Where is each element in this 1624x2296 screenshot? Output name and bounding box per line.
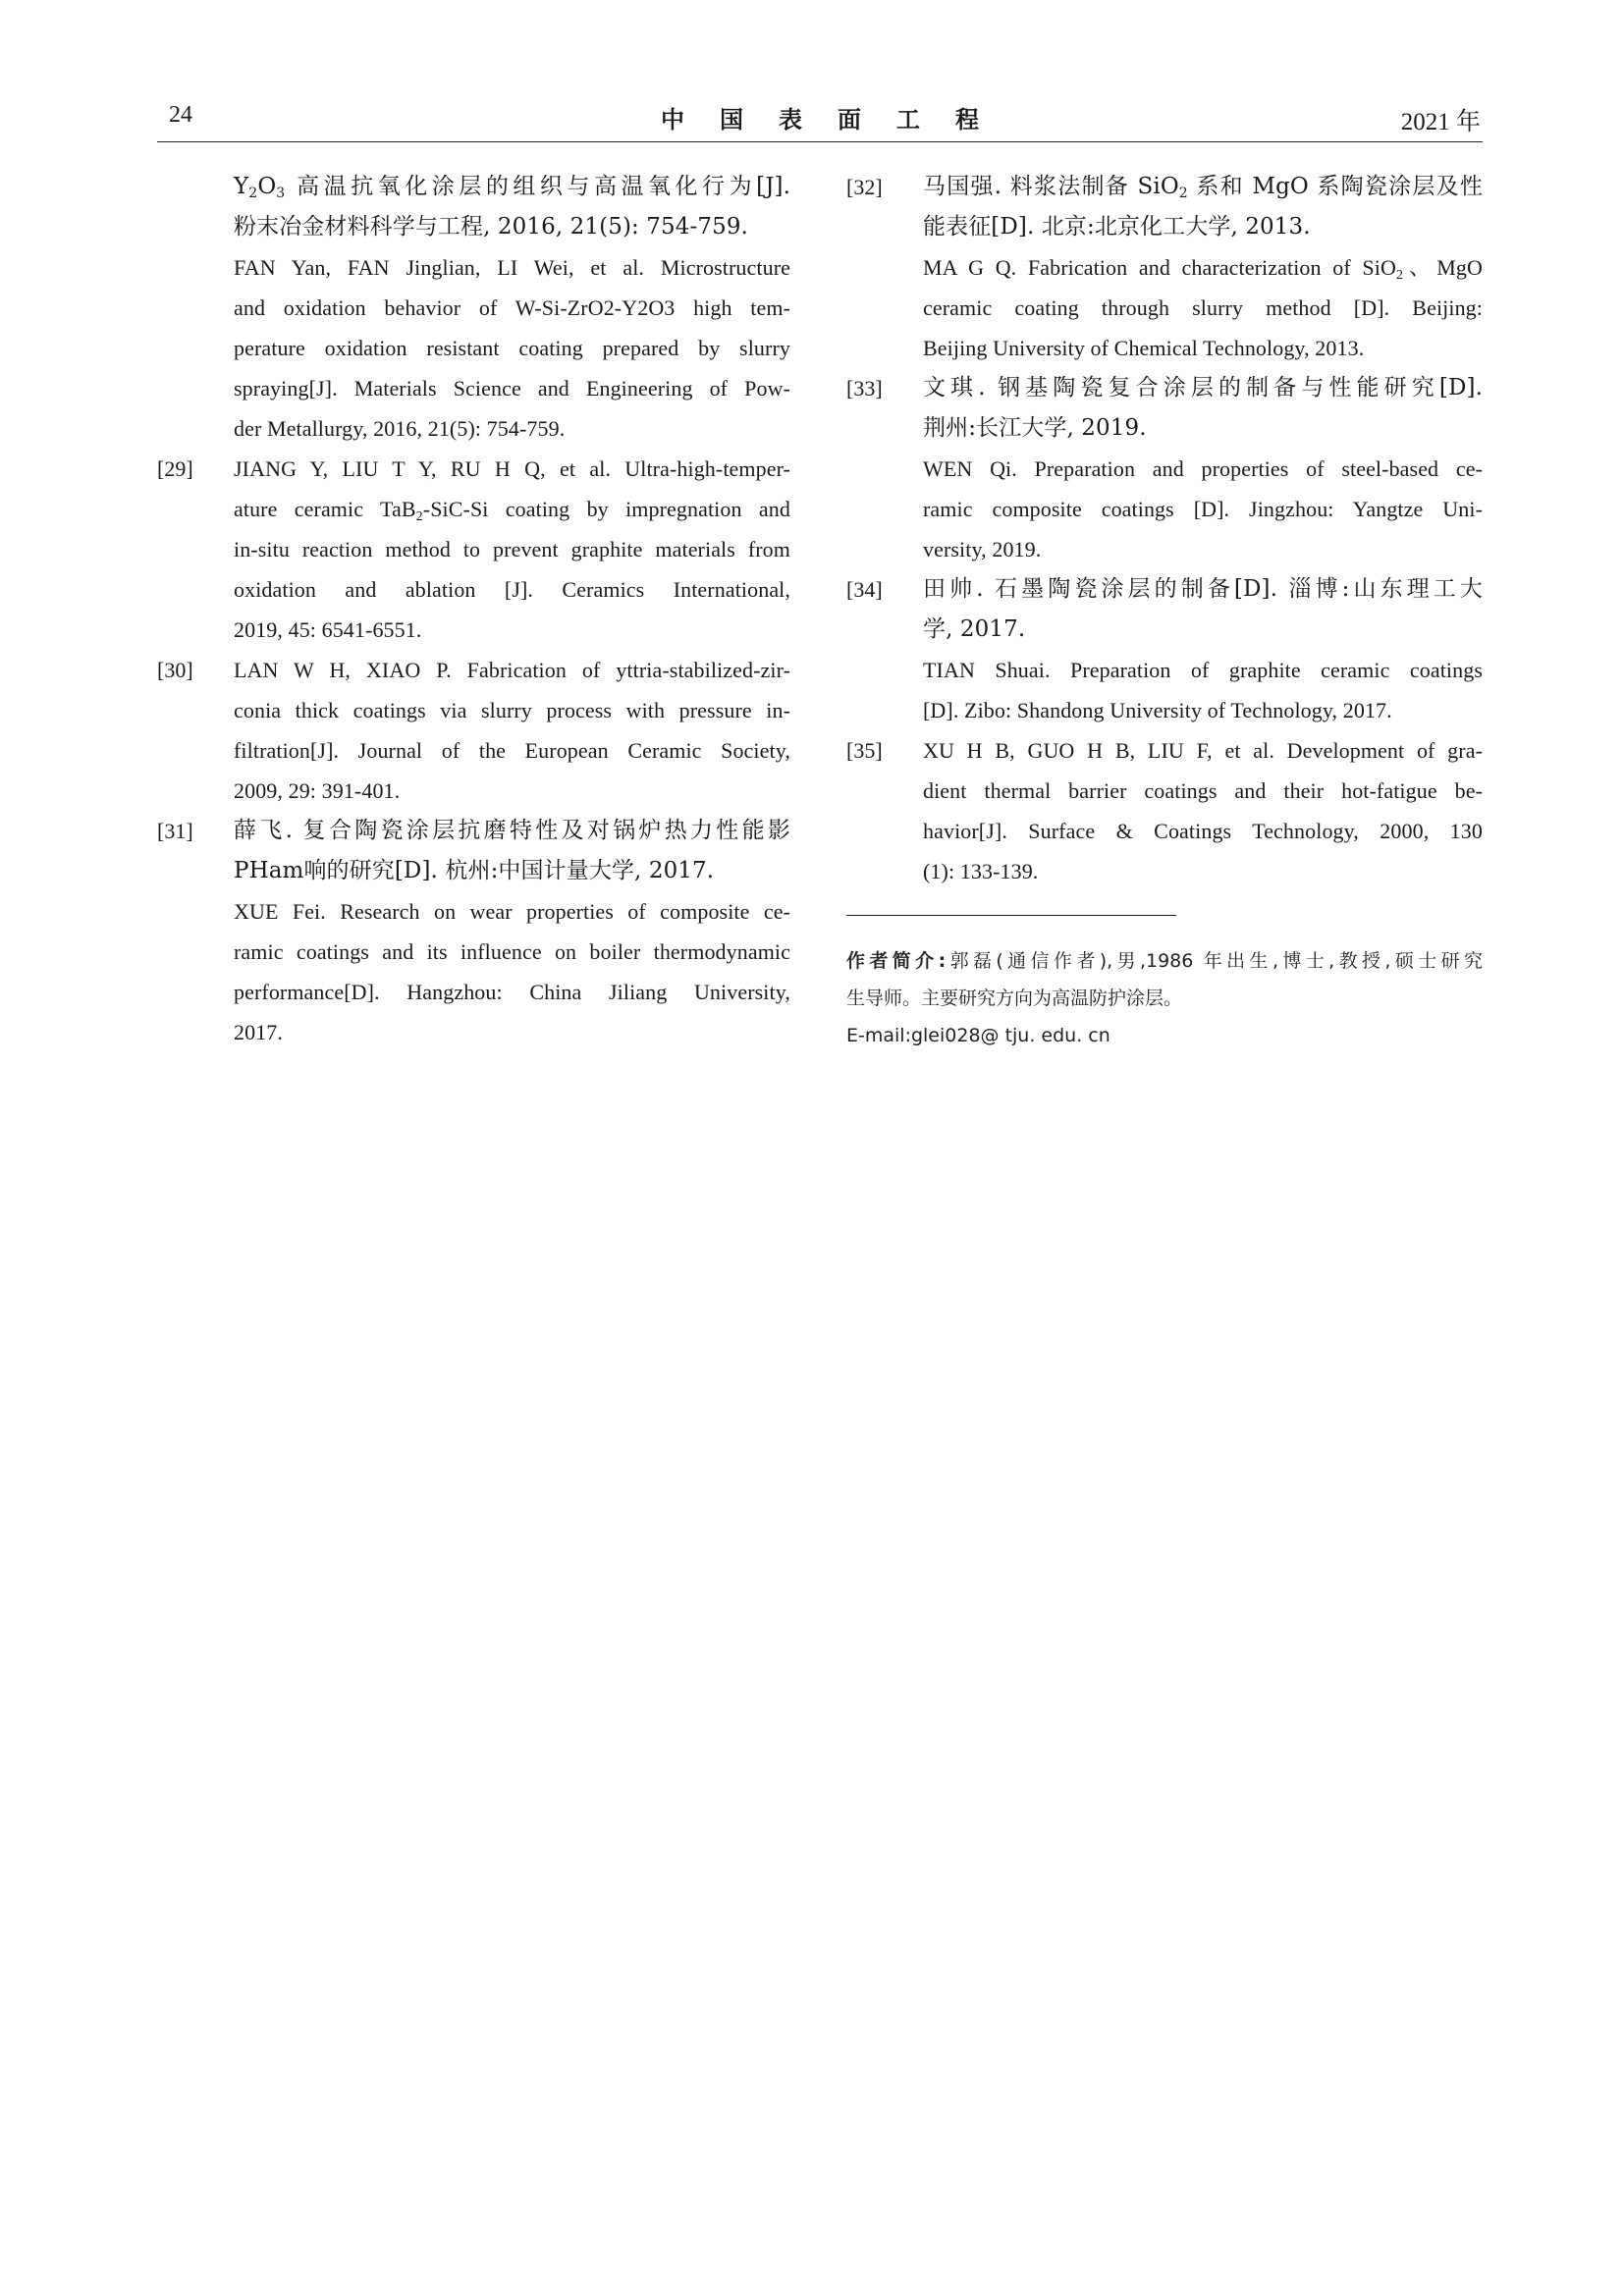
ref-line: der Metallurgy, 2016, 21(5): 754-759. (234, 416, 566, 441)
ref-line: MA G Q. Fabrication and characterization of SiO$_2$、MgO (923, 255, 1483, 283)
ref-line: 粉末冶金材料科学与工程, 2016, 21(5): 754-759. (234, 214, 748, 240)
footnote-divider (846, 915, 1176, 916)
ref-line: conia thick coatings via slurry process with pressure in- (234, 698, 790, 722)
ref-line: 马国强. 料浆法制备 SiO$_2$ 系和 MgO 系陶瓷涂层及性 (923, 174, 1483, 201)
issue-year: 2021 年 (1400, 109, 1481, 135)
ref-line: havior[J]. Surface & Coatings Technology, 2000, 130 (923, 819, 1483, 843)
ref-line: 文琪. 钢基陶瓷复合涂层的制备与性能研究[D]. (923, 375, 1483, 400)
reference-number: [32] (846, 175, 883, 199)
reference-number: [29] (157, 456, 193, 481)
ref-line: spraying[J]. Materials Science and Engineering of Pow- (234, 376, 790, 400)
reference-34 (846, 569, 1483, 730)
ref-line: 薛飞. 复合陶瓷涂层抗磨特性及对锅炉热力性能影 (234, 818, 790, 843)
journal-title: 中国表面工程 (661, 106, 1014, 133)
ref-line: ramic composite coatings [D]. Jingzhou: Yangtze Uni- (923, 497, 1483, 521)
author-email: E-mail:glei028@ tju. edu. cn (846, 1025, 1110, 1046)
ref-line: versity, 2019. (923, 537, 1042, 561)
ref-line: TIAN Shuai. Preparation of graphite ceramic coatings (923, 658, 1483, 682)
ref-line: 田帅. 石墨陶瓷涂层的制备[D]. 淄博:山东理工大 (923, 576, 1483, 602)
reference-28-continued (157, 167, 790, 449)
ref-line: JIANG Y, LIU T Y, RU H Q, et al. Ultra-high-temper- (234, 456, 790, 481)
ref-line: performance[D]. Hangzhou: China Jiliang University, (234, 980, 790, 1004)
reference-number: [31] (157, 819, 193, 843)
ref-line: oxidation and ablation [J]. Ceramics International, (234, 577, 790, 602)
ref-line: 2009, 29: 391-401. (234, 778, 401, 803)
ref-line: filtration[J]. Journal of the European Ceramic Society, (234, 738, 790, 763)
ref-line: (1): 133-139. (923, 859, 1039, 883)
ref-line: ceramic coating through slurry method [D]. Beijing: (923, 295, 1483, 320)
reference-31 (157, 811, 790, 1052)
ref-line: 能表征[D]. 北京:北京化工大学, 2013. (923, 214, 1311, 240)
bio-line: 作者简介:郭磊(通信作者),男,1986 年出生,博士,教授,硕士研究 (846, 950, 1483, 972)
reference-number: [30] (157, 658, 193, 682)
ref-line: 2019, 45: 6541-6551. (234, 617, 422, 642)
ref-line: XUE Fei. Research on wear properties of composite ce- (234, 899, 790, 924)
ref-line: in-situ reaction method to prevent graphite materials from (234, 537, 790, 561)
reference-number: [35] (846, 738, 883, 763)
ref-line: perature oxidation resistant coating prepared by slurry (234, 336, 790, 360)
reference-30 (157, 650, 790, 811)
page-number: 24 (169, 102, 192, 128)
reference-33 (846, 368, 1483, 569)
running-header (157, 98, 1483, 142)
ref-line: 荆州:长江大学, 2019. (923, 415, 1147, 441)
ref-line: PHam响的研究[D]. 杭州:中国计量大学, 2017. (234, 858, 715, 883)
ref-line: 学, 2017. (923, 616, 1026, 642)
ref-line: and oxidation behavior of W-Si-ZrO2-Y2O3 high tem- (234, 295, 790, 320)
ref-line: [D]. Zibo: Shandong University of Technology, 2017. (923, 698, 1392, 722)
ref-line: XU H B, GUO H B, LIU F, et al. Development of gra- (923, 738, 1483, 763)
bio-label: 作者简介: (846, 950, 947, 972)
right-column (846, 167, 1483, 891)
left-column (157, 167, 790, 1052)
ref-line: 2017. (234, 1020, 283, 1044)
reference-number: [33] (846, 376, 883, 400)
reference-number: [34] (846, 577, 883, 602)
reference-32 (846, 167, 1483, 368)
ref-line: $Y_2O_3$ 高温抗氧化涂层的组织与高温氧化行为[J]. (234, 174, 790, 201)
ref-line: WEN Qi. Preparation and properties of steel-based ce- (923, 456, 1483, 481)
author-bio (846, 942, 1483, 1054)
ref-line: LAN W H, XIAO P. Fabrication of yttria-stabilized-zir- (234, 658, 790, 682)
ref-line: ature ceramic TaB$_2$-SiC-Si coating by impregnation and (234, 497, 790, 524)
bio-line: 生导师。主要研究方向为高温防护涂层。 (846, 988, 1183, 1009)
ref-line: ramic coatings and its influence on boiler thermodynamic (234, 939, 790, 964)
reference-35 (846, 730, 1483, 891)
reference-29 (157, 449, 790, 650)
ref-line: FAN Yan, FAN Jinglian, LI Wei, et al. Microstructure (234, 255, 790, 280)
ref-line: Beijing University of Chemical Technology, 2013. (923, 336, 1365, 360)
ref-line: dient thermal barrier coatings and their hot-fatigue be- (923, 778, 1483, 803)
